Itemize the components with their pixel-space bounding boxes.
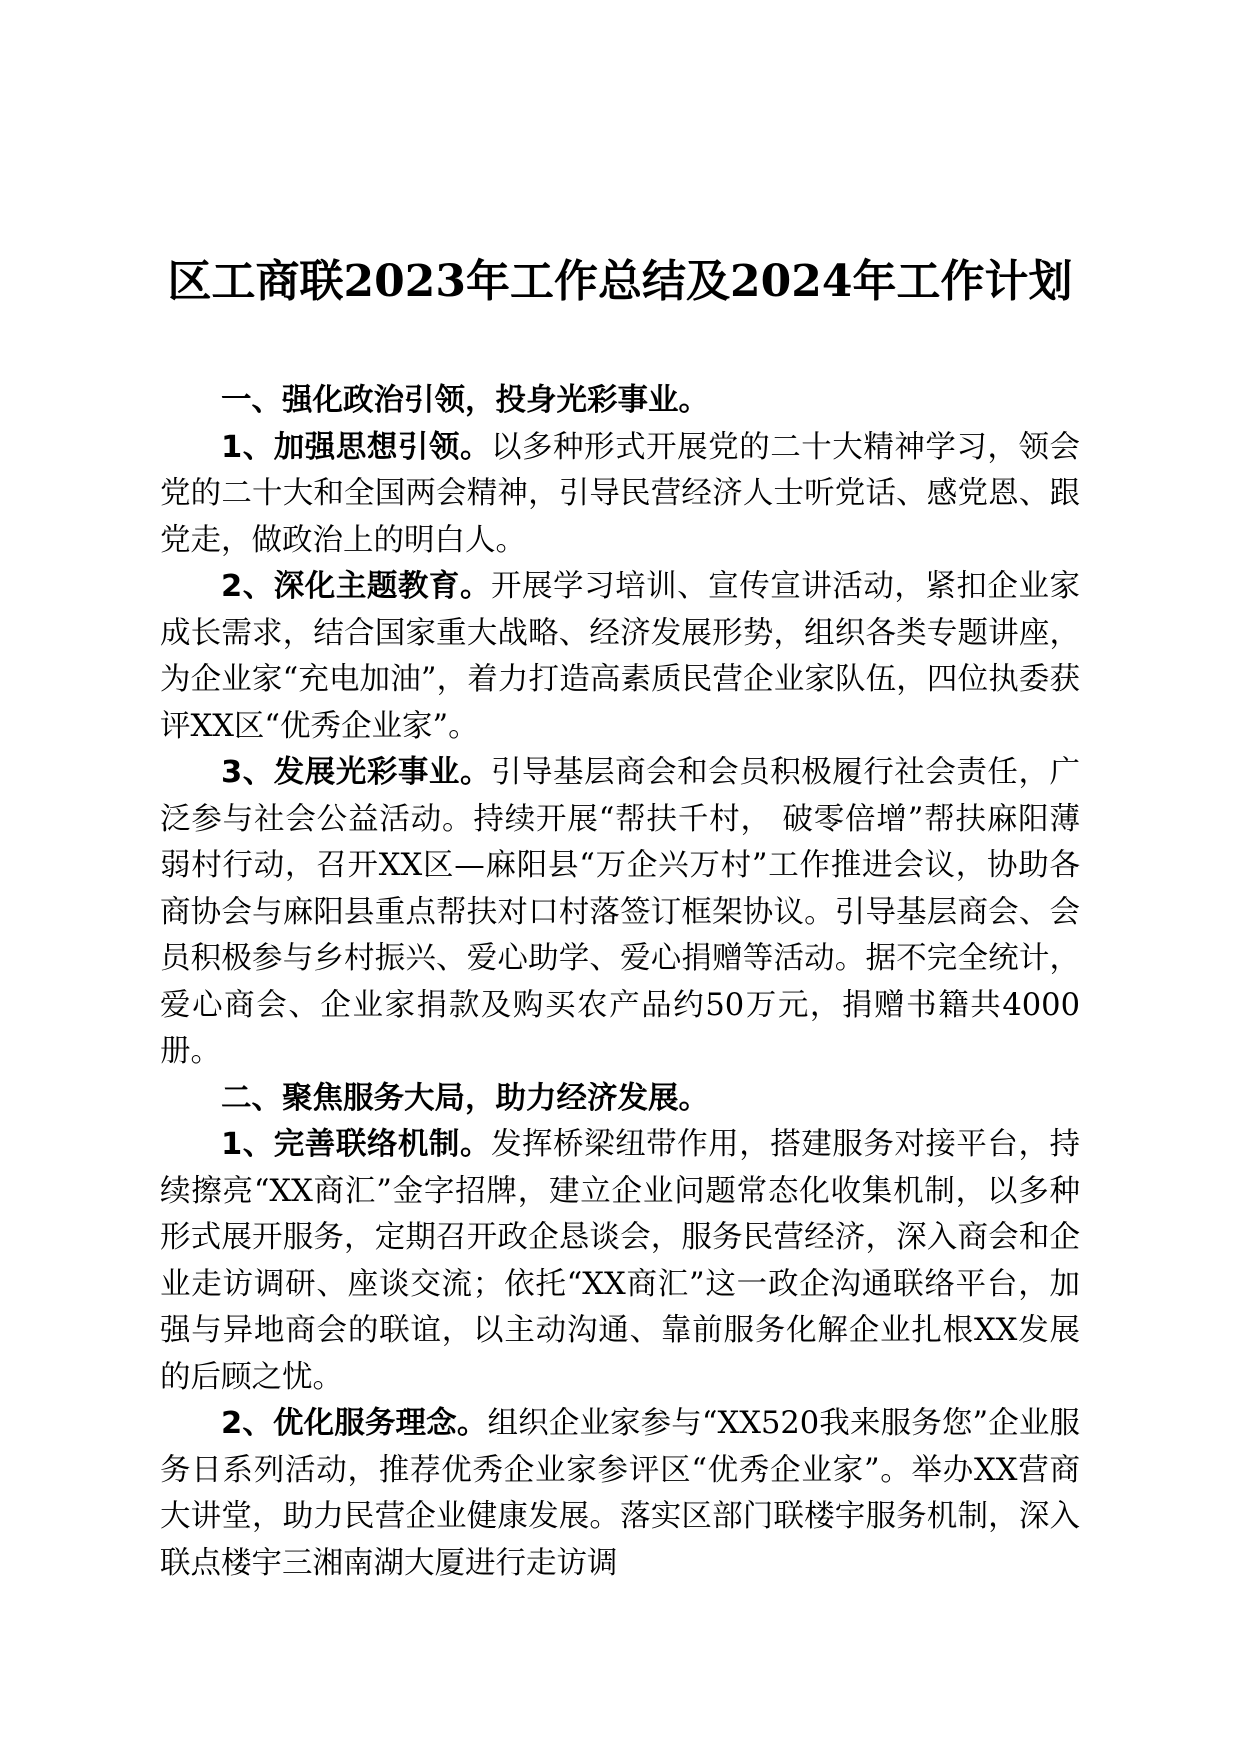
document-title: 区工商联2023年工作总结及2024年工作计划 — [167, 256, 1073, 307]
section-heading-2: 二、聚焦服务大局，助力经济发展。 — [221, 1080, 709, 1116]
paragraph-2-1 — [160, 1122, 1080, 1401]
paragraph-lead: 2、深化主题教育。 — [221, 569, 491, 604]
paragraph-text: 开展学习培训、宣传宣讲活动，紧扣企业家成长需求，结合国家重大战略、经济发展形势，组织各类专题讲座，为企业家“充电加油”，着力打造高素质民营企业家队伍，四位执委获评XX区“优秀企业家”。 — [160, 569, 1080, 744]
paragraph-text: 组织企业家参与“XX520我来服务您”企业服务日系列活动，推荐优秀企业家参评区“优秀企业家”。举办XX营商大讲堂，助力民营企业健康发展。落实区部门联楼宇服务机制，深入联点楼宇三湘南湖大厦进行走访调 — [160, 1406, 1080, 1581]
section-heading-1: 一、强化政治引领，投身光彩事业。 — [221, 383, 709, 418]
paragraph-text: 引导基层商会和会员积极履行社会责任，广泛参与社会公益活动。持续开展“帮扶千村， 破零倍增”帮扶麻阳薄弱村行动，召开XX区—麻阳县“万企兴万村”工作推进会议，协助各商协会与麻阳县重点帮扶对口村落签订框架协议。引导基层商会、会员积极参与乡村振兴、爱心助学、爱心捐赠等活动。据不完全统计，爱心商会、企业家捐款及购买农产品约50万元，捐赠书籍共4000册。 — [160, 755, 1080, 1069]
document-body — [160, 378, 1080, 1587]
paragraph-1-3 — [160, 750, 1080, 1076]
paragraph-1-2 — [160, 564, 1080, 750]
paragraph-lead: 3、发展光彩事业。 — [221, 755, 491, 790]
paragraph-text: 发挥桥梁纽带作用，搭建服务对接平台，持续擦亮“XX商汇”金字招牌，建立企业问题常态化收集机制，以多种形式展开服务，定期召开政企恳谈会，服务民营经济，深入商会和企业走访调研、座谈交流；依托“XX商汇”这一政企沟通联络平台，加强与异地商会的联谊，以主动沟通、靠前服务化解企业扎根XX发展的后顾之忧。 — [160, 1127, 1080, 1395]
paragraph-2-2 — [160, 1401, 1080, 1587]
paragraph-lead: 1、加强思想引领。 — [221, 429, 491, 465]
paragraph-lead: 2、优化服务理念。 — [221, 1406, 488, 1441]
paragraph-text: 以多种形式开展党的二十大精神学习，领会党的二十大和全国两会精神，引导民营经济人士听党话、感党恩、跟党走，做政治上的明白人。 — [160, 429, 1080, 558]
paragraph-lead: 1、完善联络机制。 — [221, 1127, 491, 1162]
paragraph-1-1 — [160, 425, 1080, 565]
